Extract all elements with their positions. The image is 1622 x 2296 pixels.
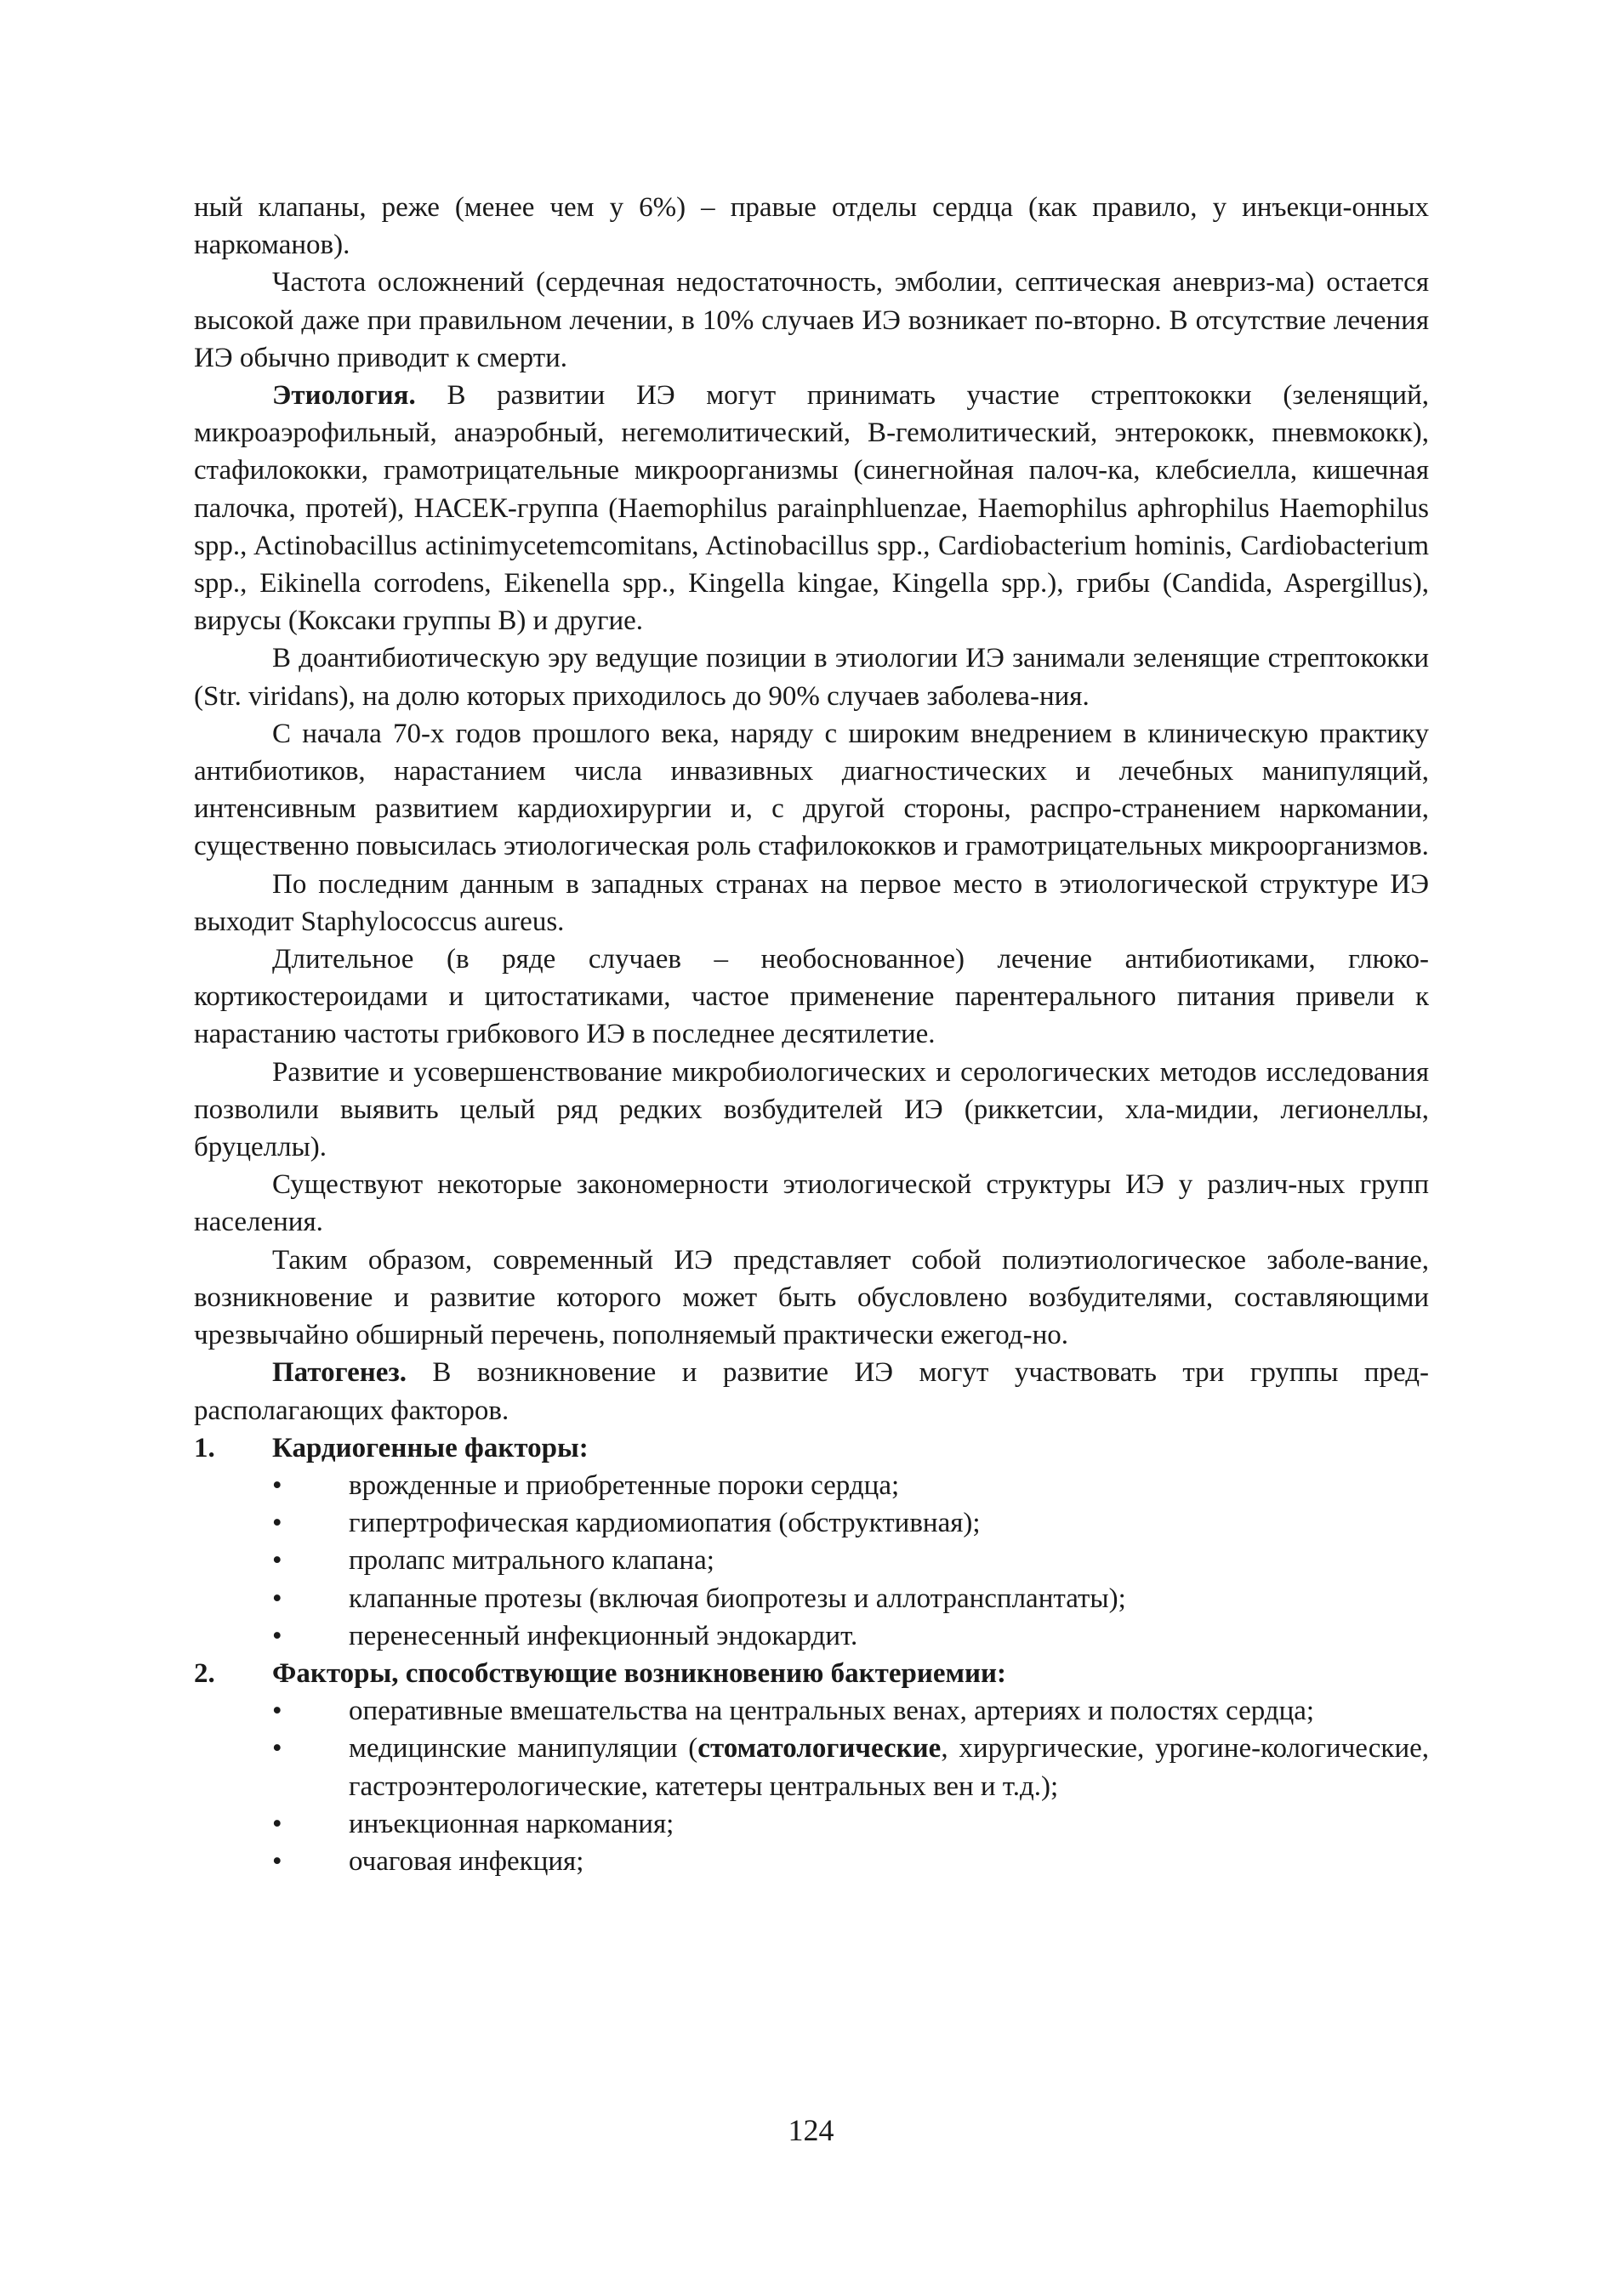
section-lead-etiology: Этиология. <box>272 380 416 412</box>
paragraph: Частота осложнений (сердечная недостаточность, эмболии, септическая аневриз-ма) остается высокой даже при правильном лечении, в 10% случаев ИЭ возникает по-вторно. В отсутствие лечения ИЭ обычно приводит к смерти. <box>194 267 1429 373</box>
list-item <box>194 1843 1429 1880</box>
paragraph-text: В возникновение и развитие ИЭ могут участвовать три группы пред-располагающих факторов. <box>194 1357 1429 1426</box>
bullet-icon: • <box>272 1469 282 1501</box>
list-item-text: перенесенный инфекционный эндокардит. <box>349 1620 858 1651</box>
bullet-icon: • <box>272 1508 282 1539</box>
bullet-list-cardiogenic <box>194 1467 1429 1655</box>
list-item <box>194 1805 1429 1843</box>
heading-number: 2. <box>194 1657 215 1689</box>
paragraph: С начала 70-х годов прошлого века, наряду с широким внедрением в клиническую практику антибиотиков, нарастанием числа инвазивных диагностических и лечебных манипуляций, интенсивным развитием кардиохирургии и, с другой стороны, распро-странением наркомании, существенно повысилась этиологическая роль стафилококков и грамотрицательных микроорганизмов. <box>194 718 1429 862</box>
numbered-heading-1 <box>194 1429 1429 1467</box>
numbered-heading-2 <box>194 1655 1429 1692</box>
heading-number: 1. <box>194 1432 215 1463</box>
list-item-text: очаговая инфекция; <box>349 1845 584 1877</box>
paragraph: ный клапаны, реже (менее чем у 6%) – правые отделы сердца (как правило, у инъекци-онных наркоманов). <box>194 192 1429 261</box>
paragraph: В доантибиотическую эру ведущие позиции в этиологии ИЭ занимали зеленящие стрептококки (Str. viridans), на долю которых приходилось до 90% случаев заболева-ния. <box>194 643 1429 712</box>
page-body <box>194 189 1429 1880</box>
list-item-text: врожденные и приобретенные пороки сердца; <box>349 1469 900 1501</box>
bullet-icon: • <box>272 1696 282 1727</box>
bullet-list-bacteremia <box>194 1692 1429 1880</box>
section-lead-pathogenesis: Патогенез. <box>272 1357 407 1389</box>
list-item-text: пролапс митрального клапана; <box>349 1545 714 1577</box>
paragraph: По последним данным в западных странах на первое место в этиологической структуре ИЭ выходит Staphylococcus aureus. <box>194 868 1429 937</box>
paragraph-etiology <box>194 377 1429 639</box>
heading-title: Кардиогенные факторы: <box>272 1432 589 1463</box>
list-item <box>194 1467 1429 1504</box>
paragraph: Таким образом, современный ИЭ представляет собой полиэтиологическое заболе-вание, возникновение и развитие которого может быть обусловлено возбудителями, составляющими чрезвычайно обширный перечень, пополняемый практически ежегод-но. <box>194 1244 1429 1351</box>
list-item <box>194 1542 1429 1579</box>
bullet-icon: • <box>272 1733 282 1765</box>
list-item-text: оперативные вмешательства на центральных венах, артериях и полостях сердца; <box>349 1696 1315 1727</box>
paragraph-pathogenesis <box>194 1354 1429 1429</box>
paragraph-text: В развитии ИЭ могут принимать участие стрептококки (зеленящий, микроаэрофильный, анаэробный, негемолитический, В-гемолитический, энтерококк, пневмококк), стафилококки, грамотрицательные микроорганизмы (синегнойная палоч-ка, клебсиелла, кишечная палочка, протей), НАСЕК-группа (Haemophilus parainphluenzae, Haemophilus aphrophilus Haemophilus spp., Actinobacillus actinimycetemcomitans, Actinobacillus spp., Cardiobacterium hominis, Cardiobacterium spp., Eikinella corrodens, Eikenella spp., Kingella kingae, Kingella spp.), грибы (Candida, Aspergillus), вирусы (Коксаки группы В) и другие. <box>194 380 1429 637</box>
paragraph: Длительное (в ряде случаев – необоснованное) лечение антибиотиками, глюко-кортикостероидами и цитостатиками, частое применение парентерального питания привели к нарастанию частоты грибкового ИЭ в последнее десятилетие. <box>194 944 1429 1050</box>
page-number: 124 <box>788 2113 834 2147</box>
list-item <box>194 1504 1429 1542</box>
list-item-text: гипертрофическая кардиомиопатия (обструктивная); <box>349 1508 981 1539</box>
paragraph: Развитие и усовершенствование микробиологических и серологических методов исследования позволили выявить целый ряд редких возбудителей ИЭ (риккетсии, хла-мидии, легионеллы, бруцеллы). <box>194 1056 1429 1163</box>
list-item <box>194 1617 1429 1655</box>
list-item <box>194 1580 1429 1617</box>
list-item-emphasis: стоматологические <box>697 1733 942 1765</box>
list-item <box>194 1692 1429 1730</box>
heading-title: Факторы, способствующие возникновению бактериемии: <box>272 1657 1007 1689</box>
bullet-icon: • <box>272 1845 282 1877</box>
list-item <box>194 1730 1429 1804</box>
list-item-text: инъекционная наркомания; <box>349 1808 674 1839</box>
list-item-text: медицинские манипуляции ( <box>349 1733 698 1765</box>
list-item-text: клапанные протезы (включая биопротезы и аллотрансплантаты); <box>349 1583 1126 1614</box>
bullet-icon: • <box>272 1808 282 1839</box>
paragraph: Существуют некоторые закономерности этиологической структуры ИЭ у различ-ных групп населения. <box>194 1169 1429 1238</box>
bullet-icon: • <box>272 1545 282 1577</box>
bullet-icon: • <box>272 1583 282 1614</box>
list-item-text: , хирургические, урогине-кологические, гастроэнтерологические, катетеры центральных вен и т.д.); <box>349 1733 1429 1802</box>
bullet-icon: • <box>272 1620 282 1651</box>
